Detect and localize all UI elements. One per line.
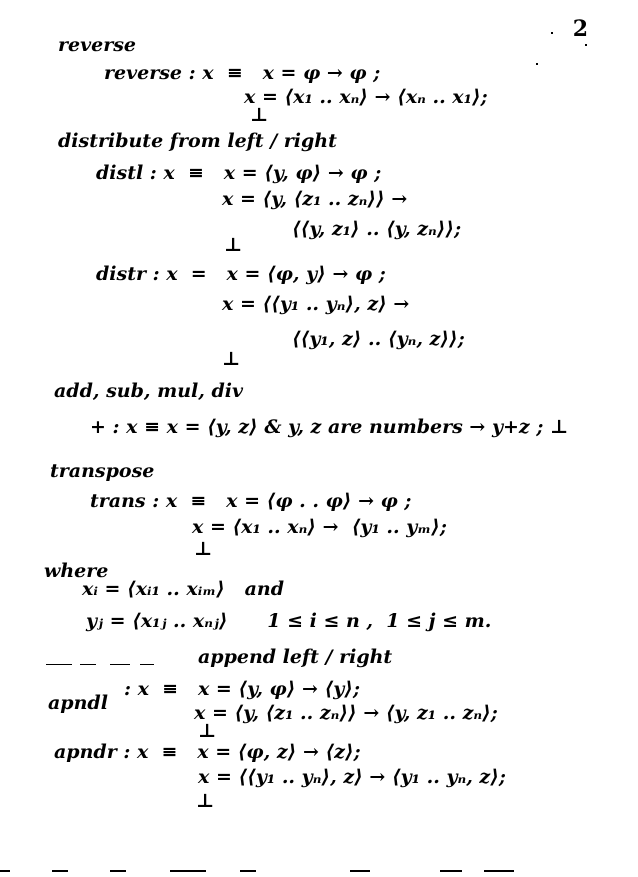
- where-line-2: yⱼ = ⟨x₁ⱼ .. xₙⱼ⟩ 1 ≤ i ≤ n , 1 ≤ j ≤ m.: [86, 610, 492, 632]
- distl-def-line-3: ⟨⟨y, z₁⟩ .. ⟨y, zₙ⟩⟩;: [292, 218, 462, 240]
- reverse-bottom: ⊥: [250, 104, 269, 126]
- apndr-def-line-2: x = ⟨⟨y₁ .. yₙ⟩, z⟩ → ⟨y₁ .. yₙ, z⟩;: [198, 766, 506, 788]
- ink-speck: [536, 63, 538, 65]
- distr-def-line-2: x = ⟨⟨y₁ .. yₙ⟩, z⟩ →: [222, 293, 410, 315]
- scan-mark: [52, 870, 68, 872]
- reverse-def-line-1: reverse : x ≡ x = φ → φ ;: [104, 62, 381, 84]
- distr-def-line-3: ⟨⟨y₁, z⟩ .. ⟨yₙ, z⟩⟩;: [292, 328, 465, 350]
- ink-speck: [585, 44, 587, 46]
- apndr-bottom: ⊥: [196, 790, 215, 812]
- scan-edge-marks: [0, 868, 638, 874]
- distr-def-line-1: distr : x = x = ⟨φ, y⟩ → φ ;: [96, 263, 386, 285]
- apndl-bottom: ⊥: [198, 720, 217, 742]
- apndl-label: apndl: [48, 692, 108, 714]
- apndr-def-line-1: apndr : x ≡ x = ⟨φ, z⟩ → ⟨z⟩;: [54, 741, 361, 763]
- distl-def-line-2: x = ⟨y, ⟨z₁ .. zₙ⟩⟩ →: [222, 188, 408, 210]
- scan-mark: [484, 870, 514, 872]
- reverse-def-line-2: x = ⟨x₁ .. xₙ⟩ → ⟨xₙ .. x₁⟩;: [244, 86, 488, 108]
- trans-def-line-2: x = ⟨x₁ .. xₙ⟩ → ⟨y₁ .. yₘ⟩;: [192, 516, 447, 538]
- faint-mark: [110, 664, 130, 665]
- distl-def-line-1: distl : x ≡ x = ⟨y, φ⟩ → φ ;: [96, 162, 382, 184]
- distl-bottom: ⊥: [224, 234, 243, 256]
- faint-mark: [140, 664, 154, 665]
- where-label: where: [44, 560, 109, 582]
- scan-mark: [170, 870, 206, 872]
- scan-mark: [110, 870, 126, 872]
- arith-def-line-1: + : x ≡ x = ⟨y, z⟩ & y, z are numbers → y+z ; ⊥: [90, 416, 569, 438]
- page-number: 2: [572, 16, 588, 42]
- faint-mark: [80, 664, 96, 665]
- scan-mark: [0, 870, 10, 872]
- scan-mark: [240, 870, 256, 872]
- section-title-arith: add, sub, mul, div: [54, 380, 244, 402]
- distr-bottom: ⊥: [222, 348, 241, 370]
- ink-speck: [551, 32, 553, 34]
- scan-mark: [440, 870, 462, 872]
- apndl-def-line-1: : x ≡ x = ⟨y, φ⟩ → ⟨y⟩;: [124, 678, 361, 700]
- apndl-def-line-2: x = ⟨y, ⟨z₁ .. zₙ⟩⟩ → ⟨y, z₁ .. zₙ⟩;: [194, 702, 498, 724]
- section-title-reverse: reverse: [58, 34, 137, 56]
- faint-mark: [46, 664, 72, 665]
- where-line-1: xᵢ = ⟨xᵢ₁ .. xᵢₘ⟩ and: [82, 578, 285, 600]
- section-title-transpose: transpose: [50, 460, 155, 482]
- section-title-distribute: distribute from left / right: [58, 130, 337, 152]
- section-title-append: append left / right: [198, 646, 393, 668]
- scan-mark: [350, 870, 370, 872]
- trans-bottom: ⊥: [194, 538, 213, 560]
- trans-def-line-1: trans : x ≡ x = ⟨φ . . φ⟩ → φ ;: [90, 490, 412, 512]
